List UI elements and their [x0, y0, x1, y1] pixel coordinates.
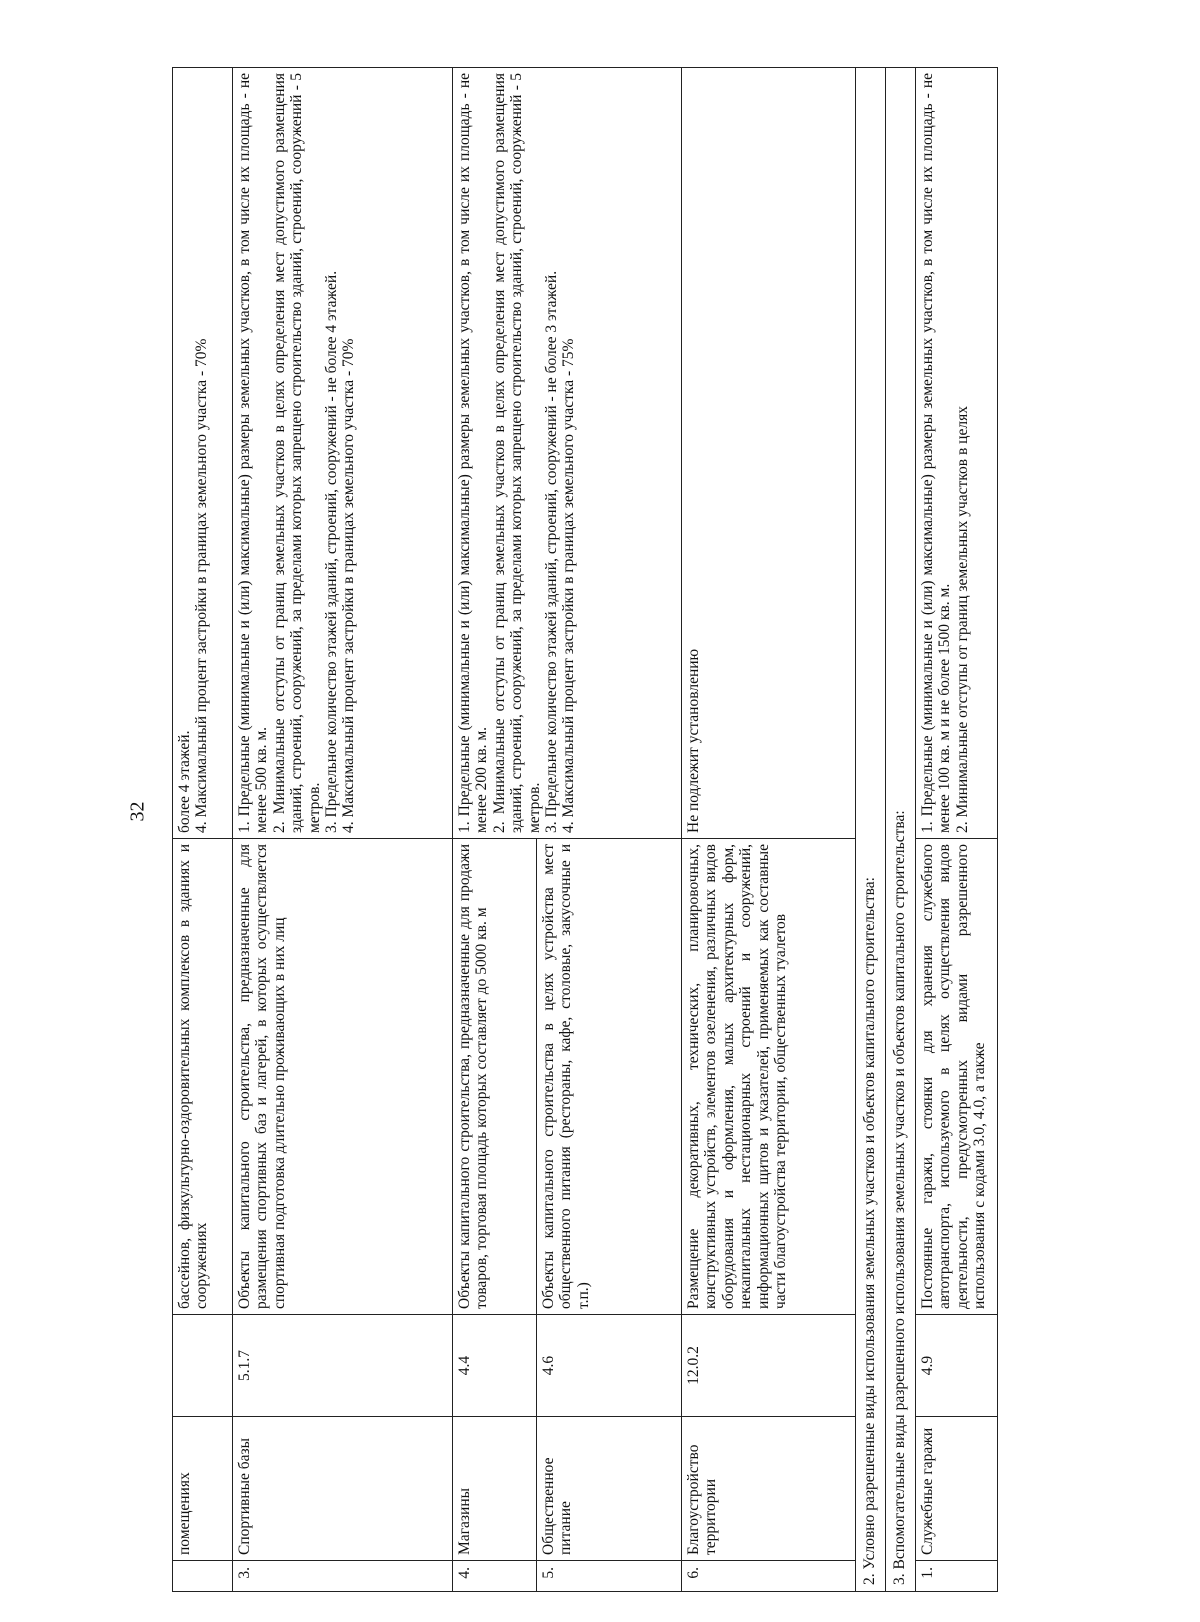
- table-row: [453, 68, 537, 1592]
- page-number: 32: [126, 801, 149, 822]
- parameter-line: 3. Предельное количество этажей зданий, строений, сооружений - не более 4 этажей.: [323, 270, 341, 833]
- use-parameters: [916, 68, 998, 839]
- use-type-name: Служебные гаражи: [916, 1417, 998, 1561]
- table-row: [173, 68, 233, 1592]
- use-parameters: [682, 68, 856, 839]
- parameter-line: Не подлежит установлению: [685, 648, 702, 833]
- section-heading-conditional: 2. Условно разрешенные виды использования земельных участков и объектов капитального строительства:: [856, 68, 886, 1592]
- parameter-line: 2. Минимальные отступы от границ земельных участков в целях определения мест допустимого размещения зданий, строений, сооружений, за пределами которых запрещено строительство зданий, строений, сооружений - 5 метров.: [270, 73, 323, 833]
- section-heading-row: [886, 68, 916, 1592]
- parameter-line: 4. Максимальный процент застройки в границах земельного участка - 75%: [560, 338, 578, 833]
- use-type-name: Магазины: [453, 1417, 537, 1561]
- table-row: [682, 68, 856, 1592]
- parameter-line: 1. Предельные (минимальные и (или) максимальные) размеры земельных участков, в том числе их площадь - не менее 100 кв. м и не более 1500 кв. м.: [919, 73, 954, 833]
- parameter-line: 4. Максимальный процент застройки в границах земельного участка - 70%: [193, 338, 211, 833]
- classifier-code: 4.6: [537, 1315, 682, 1417]
- row-number: 1.: [916, 1561, 998, 1592]
- classifier-code: [173, 1315, 233, 1417]
- classifier-code: 5.1.7: [233, 1315, 453, 1417]
- use-type-name: помещениях: [173, 1417, 233, 1561]
- classifier-code: 12.0.2: [682, 1315, 856, 1417]
- use-parameters: [233, 68, 453, 839]
- parameter-line: 2. Минимальные отступы от границ земельных участков в целях определения мест допустимого размещения зданий, строений, сооружений, за пределами которых запрещено строительство зданий, строений, сооружений - 5 метров.: [490, 73, 543, 833]
- use-type-name: Общественное питание: [537, 1417, 682, 1561]
- parameter-line: 2. Минимальные отступы от границ земельных участков в целях: [953, 406, 971, 833]
- use-description: бассейнов, физкультурно-оздоровительных комплексов в зданиях и сооружениях: [173, 839, 233, 1315]
- use-description: Постоянные гаражи, стоянки для хранения служебного автотранспорта, используемого в целях осуществления видов деятельности, предусмотренных видами разрешенного использования с кодами 3.0, 4.0, а также: [916, 839, 998, 1315]
- parameter-line: 1. Предельные (минимальные и (или) максимальные) размеры земельных участков, в том числе их площадь - не менее 500 кв. м.: [236, 73, 271, 833]
- use-parameters: [453, 68, 682, 839]
- row-number: 4.: [453, 1561, 537, 1592]
- classifier-code: 4.9: [916, 1315, 998, 1417]
- use-type-name: Спортивные базы: [233, 1417, 453, 1561]
- parameter-line: более 4 этажей.: [176, 730, 193, 833]
- section-heading-row: [856, 68, 886, 1592]
- parameter-line: 4. Максимальный процент застройки в границах земельного участка - 70%: [340, 338, 358, 833]
- land-use-regulations-table: [172, 67, 998, 1592]
- parameter-line: 3. Предельное количество этажей зданий, строений, сооружений - не более 3 этажей.: [543, 270, 561, 833]
- rotated-page-content: [172, 68, 1046, 1592]
- use-description: Размещение декоративных, технических, планировочных, конструктивных устройств, элементов озеленения, различных видов оборудования и оформления, малых архитектурных форм, некапитальных нестационарных строений и сооружений, информационных щитов и указателей, применяемых как составные части благоустройства территории, общественных туалетов: [682, 839, 856, 1315]
- use-description: Объекты капитального строительства, предназначенные для размещения спортивных баз и лагерей, в которых осуществляется спортивная подготовка длительно проживающих в них лиц: [233, 839, 453, 1315]
- classifier-code: 4.4: [453, 1315, 537, 1417]
- use-type-name: Благоустройство территории: [682, 1417, 856, 1561]
- row-number: 6.: [682, 1561, 856, 1592]
- table-row: [233, 68, 453, 1592]
- section-heading-auxiliary: 3. Вспомогательные виды разрешенного использования земельных участков и объектов капитального строительства:: [886, 68, 916, 1592]
- use-parameters: [173, 68, 233, 839]
- use-description: Объекты капитального строительства, предназначенные для продажи товаров, торговая площадь которых составляет до 5000 кв. м: [453, 839, 537, 1315]
- row-number: 3.: [233, 1561, 453, 1592]
- row-number: [173, 1561, 233, 1592]
- parameter-line: 1. Предельные (минимальные и (или) максимальные) размеры земельных участков, в том числе их площадь - не менее 200 кв. м.: [456, 73, 491, 833]
- row-number: 5.: [537, 1561, 682, 1592]
- use-description: Объекты капитального строительства в целях устройства мест общественного питания (рестораны, кафе, столовые, закусочные и т.п.): [537, 839, 682, 1315]
- table-row: [916, 68, 998, 1592]
